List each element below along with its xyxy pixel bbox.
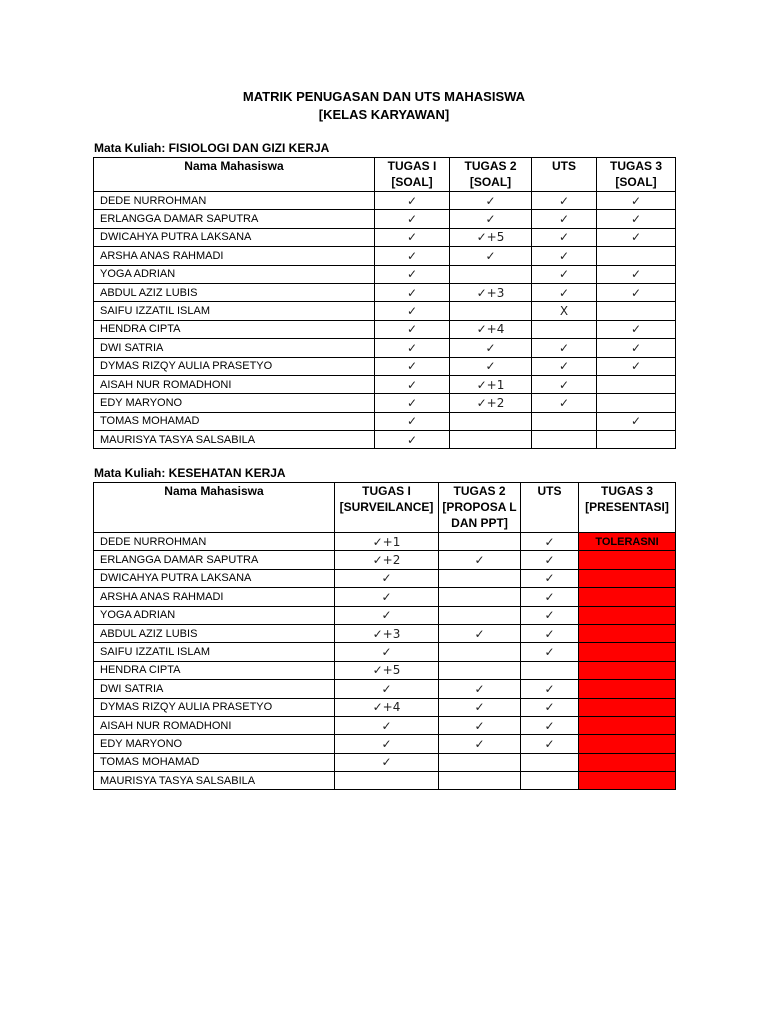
grade-mark: ✓ — [375, 192, 450, 210]
grade-mark — [532, 320, 597, 338]
grade-mark: ✓ — [521, 698, 579, 716]
grade-mark — [532, 412, 597, 430]
table-row — [94, 716, 676, 734]
student-name: DEDE NURROHMAN — [94, 192, 375, 210]
grade-mark: ✓ — [521, 735, 579, 753]
grade-mark — [439, 606, 521, 624]
student-name: DEDE NURROHMAN — [94, 533, 335, 551]
grade-mark — [439, 772, 521, 790]
student-name: DWI SATRIA — [94, 339, 375, 357]
grade-mark: ✓ — [375, 431, 450, 449]
grade-mark — [450, 412, 532, 430]
presentation-cell — [579, 735, 676, 753]
table-row — [94, 412, 676, 430]
student-name: ARSHA ANAS RAHMADI — [94, 588, 335, 606]
presentation-cell — [579, 569, 676, 587]
grade-mark — [439, 753, 521, 771]
presentation-cell: TOLERASNI — [579, 533, 676, 551]
course-title-kesehatan: Mata Kuliah: KESEHATAN KERJA — [94, 466, 286, 480]
grade-mark: ✓ — [335, 606, 439, 624]
column-header: TUGAS I [SURVEILANCE] — [335, 483, 439, 533]
student-name: EDY MARYONO — [94, 735, 335, 753]
student-name: HENDRA CIPTA — [94, 320, 375, 338]
grade-mark: ✓ — [532, 357, 597, 375]
grade-mark: ✓ — [450, 357, 532, 375]
table-row — [94, 643, 676, 661]
column-header: TUGAS 2 [PROPOSA L DAN PPT] — [439, 483, 521, 533]
student-name: DYMAS RIZQY AULIA PRASETYO — [94, 698, 335, 716]
student-name: ABDUL AZIZ LUBIS — [94, 283, 375, 301]
student-name: AISAH NUR ROMADHONI — [94, 375, 375, 393]
grade-mark: ✓ — [375, 302, 450, 320]
grade-mark: ✓ — [597, 339, 676, 357]
grade-mark — [450, 431, 532, 449]
grade-mark: ✓ — [597, 228, 676, 246]
student-name: TOMAS MOHAMAD — [94, 412, 375, 430]
column-header: TUGAS 2 [SOAL] — [450, 158, 532, 192]
grade-mark — [532, 431, 597, 449]
grade-mark — [597, 431, 676, 449]
student-name: YOGA ADRIAN — [94, 606, 335, 624]
grade-mark: ✓ — [439, 735, 521, 753]
student-name: ERLANGGA DAMAR SAPUTRA — [94, 551, 335, 569]
student-name: DWICAHYA PUTRA LAKSANA — [94, 569, 335, 587]
grade-mark: ✓ — [597, 357, 676, 375]
student-name: SAIFU IZZATIL ISLAM — [94, 643, 335, 661]
table-row — [94, 772, 676, 790]
student-name: AISAH NUR ROMADHONI — [94, 716, 335, 734]
grade-mark: ✓ — [335, 716, 439, 734]
table-row — [94, 588, 676, 606]
presentation-cell — [579, 643, 676, 661]
grade-mark — [439, 588, 521, 606]
presentation-cell — [579, 698, 676, 716]
table-row — [94, 247, 676, 265]
presentation-cell — [579, 680, 676, 698]
grade-mark: ✓+5 — [450, 228, 532, 246]
table-kesehatan — [93, 482, 676, 790]
table-row — [94, 228, 676, 246]
grade-mark — [335, 772, 439, 790]
grade-mark — [439, 533, 521, 551]
presentation-cell — [579, 551, 676, 569]
grade-mark: ✓ — [375, 320, 450, 338]
grade-mark — [521, 753, 579, 771]
page-title: MATRIK PENUGASAN DAN UTS MAHASISWA — [242, 89, 526, 104]
grade-mark: ✓ — [335, 735, 439, 753]
table-row — [94, 302, 676, 320]
column-header: Nama Mahasiswa — [94, 158, 375, 192]
grade-mark: ✓ — [450, 339, 532, 357]
grade-mark: ✓ — [375, 228, 450, 246]
grade-mark — [450, 265, 532, 283]
grade-mark: ✓+4 — [450, 320, 532, 338]
table-row — [94, 265, 676, 283]
grade-mark: ✓ — [375, 265, 450, 283]
column-header: Nama Mahasiswa — [94, 483, 335, 533]
table-row — [94, 283, 676, 301]
table-row — [94, 735, 676, 753]
grade-mark: ✓ — [375, 357, 450, 375]
table-row — [94, 551, 676, 569]
student-name: TOMAS MOHAMAD — [94, 753, 335, 771]
column-header: UTS — [521, 483, 579, 533]
table-row — [94, 394, 676, 412]
student-name: YOGA ADRIAN — [94, 265, 375, 283]
column-header: TUGAS 3 [SOAL] — [597, 158, 676, 192]
grade-mark: ✓ — [597, 320, 676, 338]
grade-mark: ✓+4 — [335, 698, 439, 716]
grade-mark: ✓ — [597, 412, 676, 430]
grade-mark: ✓ — [521, 569, 579, 587]
grade-mark: ✓ — [335, 588, 439, 606]
table-row — [94, 431, 676, 449]
grade-mark — [521, 772, 579, 790]
grade-mark: ✓ — [335, 680, 439, 698]
grade-mark: ✓+3 — [450, 283, 532, 301]
presentation-cell — [579, 624, 676, 642]
grade-mark: ✓ — [532, 265, 597, 283]
student-name: MAURISYA TASYA SALSABILA — [94, 431, 375, 449]
table-row — [94, 606, 676, 624]
grade-mark: ✓ — [439, 551, 521, 569]
grade-mark: ✓ — [532, 375, 597, 393]
table-row — [94, 661, 676, 679]
grade-mark: ✓ — [335, 643, 439, 661]
grade-mark — [439, 643, 521, 661]
table-row — [94, 569, 676, 587]
grade-mark: ✓ — [521, 624, 579, 642]
grade-mark: ✓ — [532, 210, 597, 228]
column-header: TUGAS I [SOAL] — [375, 158, 450, 192]
grade-mark: ✓ — [597, 265, 676, 283]
grade-mark: ✓ — [532, 228, 597, 246]
grade-mark: ✓+2 — [450, 394, 532, 412]
grade-mark: ✓ — [532, 283, 597, 301]
student-name: EDY MARYONO — [94, 394, 375, 412]
grade-mark: ✓ — [450, 192, 532, 210]
grade-mark: ✓ — [532, 394, 597, 412]
grade-mark — [521, 661, 579, 679]
grade-mark — [597, 302, 676, 320]
grade-mark: ✓ — [375, 210, 450, 228]
grade-mark: ✓ — [521, 533, 579, 551]
grade-mark: ✓ — [532, 339, 597, 357]
grade-mark: ✓ — [375, 394, 450, 412]
table-row — [94, 533, 676, 551]
grade-mark: ✓ — [450, 210, 532, 228]
grade-mark: ✓ — [521, 606, 579, 624]
grade-mark: ✓ — [521, 716, 579, 734]
grade-mark: ✓+1 — [450, 375, 532, 393]
grade-mark: ✓ — [375, 339, 450, 357]
table-row — [94, 357, 676, 375]
grade-mark: ✓ — [335, 569, 439, 587]
grade-mark: ✓+2 — [335, 551, 439, 569]
grade-mark: ✓ — [450, 247, 532, 265]
grade-mark: ✓ — [335, 753, 439, 771]
course-title-fisiologi: Mata Kuliah: FISIOLOGI DAN GIZI KERJA — [94, 141, 330, 155]
grade-mark: ✓+1 — [335, 533, 439, 551]
grade-mark: ✓ — [375, 412, 450, 430]
page-subtitle: [KELAS KARYAWAN] — [318, 107, 450, 122]
column-header: TUGAS 3 [PRESENTASI] — [579, 483, 676, 533]
student-name: DWICAHYA PUTRA LAKSANA — [94, 228, 375, 246]
grade-mark — [597, 247, 676, 265]
table-row — [94, 192, 676, 210]
student-name: MAURISYA TASYA SALSABILA — [94, 772, 335, 790]
student-name: HENDRA CIPTA — [94, 661, 335, 679]
table-header-row — [94, 158, 676, 192]
column-header: UTS — [532, 158, 597, 192]
grade-mark: ✓ — [439, 680, 521, 698]
presentation-cell — [579, 716, 676, 734]
presentation-cell — [579, 606, 676, 624]
grade-mark: ✓ — [597, 283, 676, 301]
presentation-cell — [579, 772, 676, 790]
table-row — [94, 339, 676, 357]
table-row — [94, 320, 676, 338]
grade-mark: ✓ — [439, 698, 521, 716]
grade-mark: ✓ — [521, 551, 579, 569]
grade-mark: ✓ — [597, 210, 676, 228]
table-header-row — [94, 483, 676, 533]
student-name: ARSHA ANAS RAHMADI — [94, 247, 375, 265]
grade-mark: ✓ — [597, 192, 676, 210]
student-name: DYMAS RIZQY AULIA PRASETYO — [94, 357, 375, 375]
grade-mark: ✓+5 — [335, 661, 439, 679]
presentation-cell — [579, 588, 676, 606]
table-row — [94, 753, 676, 771]
grade-mark: ✓ — [521, 643, 579, 661]
table-row — [94, 624, 676, 642]
grade-mark: ✓ — [439, 624, 521, 642]
table-row — [94, 698, 676, 716]
grade-mark: ✓ — [375, 283, 450, 301]
grade-mark: ✓ — [375, 375, 450, 393]
table-row — [94, 680, 676, 698]
grade-mark: ✓ — [532, 247, 597, 265]
grade-mark — [439, 569, 521, 587]
grade-mark: ✓+3 — [335, 624, 439, 642]
presentation-cell — [579, 661, 676, 679]
table-fisiologi — [93, 157, 676, 449]
student-name: SAIFU IZZATIL ISLAM — [94, 302, 375, 320]
grade-mark — [439, 661, 521, 679]
student-name: ERLANGGA DAMAR SAPUTRA — [94, 210, 375, 228]
grade-mark: ✓ — [375, 247, 450, 265]
student-name: ABDUL AZIZ LUBIS — [94, 624, 335, 642]
grade-mark: ✓ — [521, 680, 579, 698]
student-name: DWI SATRIA — [94, 680, 335, 698]
table-row — [94, 375, 676, 393]
grade-mark: X — [532, 302, 597, 320]
presentation-cell — [579, 753, 676, 771]
grade-mark: ✓ — [521, 588, 579, 606]
table-row — [94, 210, 676, 228]
grade-mark: ✓ — [532, 192, 597, 210]
grade-mark: ✓ — [439, 716, 521, 734]
grade-mark — [597, 394, 676, 412]
grade-mark — [597, 375, 676, 393]
grade-mark — [450, 302, 532, 320]
